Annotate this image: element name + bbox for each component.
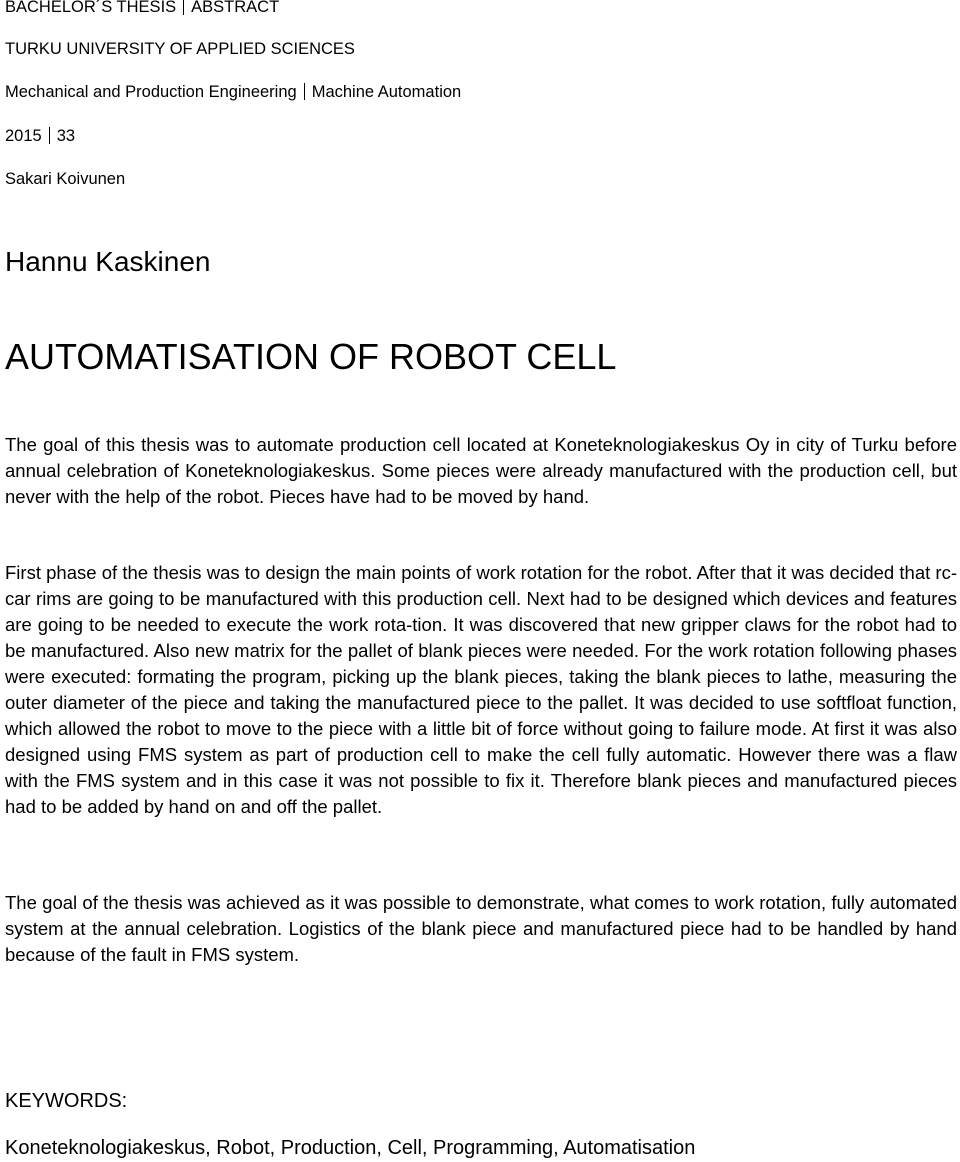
page-count: 33: [56, 127, 76, 145]
degree-programme: Mechanical and Production Engineering: [5, 83, 297, 101]
year-pages-line: [5, 126, 75, 146]
separator: [49, 127, 50, 144]
programme-line: [5, 82, 461, 102]
abstract-paragraph-3: The goal of the thesis was achieved as it was possible to demonstrate, what comes to work rotation, fully automated system at the annual celebration. Logistics of the blank piece and manufactured piece had to be handled by hand because of the fault in FMS system.: [5, 892, 957, 965]
doc-section: ABSTRACT: [191, 0, 280, 16]
instructor: Sakari Koivunen: [5, 170, 126, 188]
abstract-paragraph-2: First phase of the thesis was to design the main points of work rotation for the robot. After that it was decided that rc-car rims are going to be manufactured with this production cell. Next had to be designed which devices and features are going to be needed to execute the work rota-tion. It was discovered that new gripper claws for the robot had to be manufactured. Also new matrix for the pallet of blank pieces were needed. For the work rotation following phases were executed: formating the program, picking up the blank pieces, taking the blank pieces to lathe, measuring the outer diameter of the piece and taking the manufactured piece to the pallet. It was decided to use softfloat function, which allowed the robot to move to the piece with a little bit of force without going to failure mode. At first it was also designed using FMS system as part of production cell to make the cell fully automatic. However there was a flaw with the FMS system and in this case it was not possible to fix it. Therefore blank pieces and manufactured pieces had to be added by hand on and off the pallet.: [5, 562, 957, 817]
separator: [183, 0, 184, 15]
author-name: Hannu Kaskinen: [5, 246, 211, 277]
specialisation: Machine Automation: [311, 83, 462, 101]
doc-type-line: [5, 0, 279, 17]
keywords-label: KEYWORDS:: [5, 1090, 128, 1112]
doc-type: BACHELOR´S THESIS: [5, 0, 177, 16]
thesis-title: AUTOMATISATION OF ROBOT CELL: [5, 336, 617, 377]
institution: TURKU UNIVERSITY OF APPLIED SCIENCES: [5, 40, 355, 58]
year: 2015: [5, 127, 42, 145]
abstract-paragraph-1: The goal of this thesis was to automate production cell located at Koneteknologiakeskus Oy in city of Turku before annual celebration of Koneteknologiakeskus. Some pieces were already manufactured with the production cell, but never with the help of the robot. Pieces have had to be moved by hand.: [5, 434, 957, 507]
separator: [304, 83, 305, 100]
keywords-list: Koneteknologiakeskus, Robot, Production, Cell, Programming, Automatisation: [5, 1137, 696, 1159]
